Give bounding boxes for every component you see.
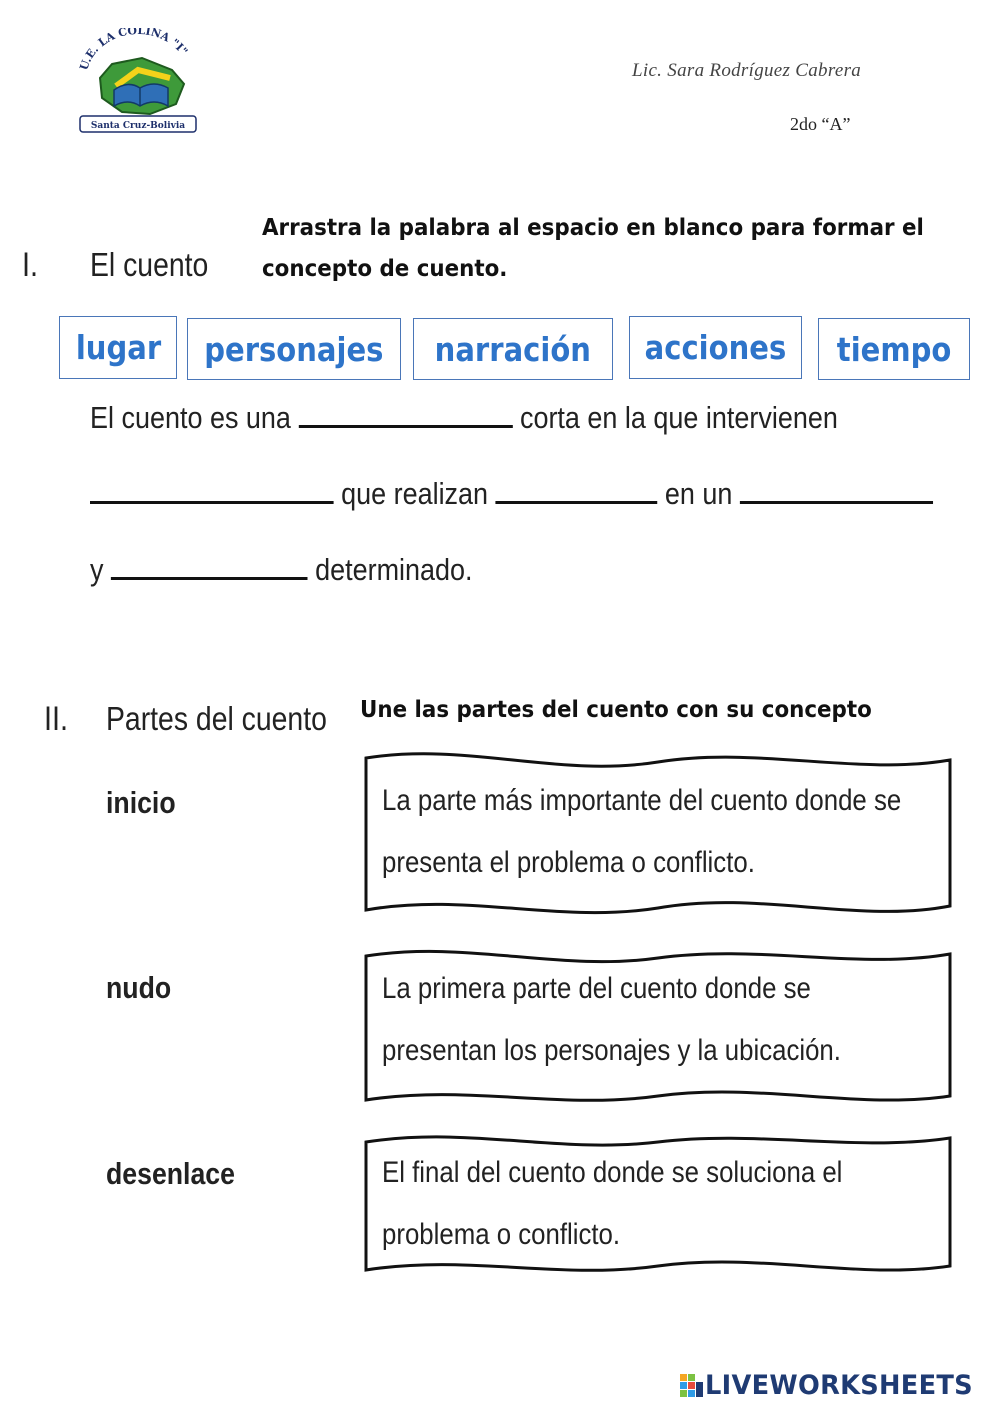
part-desenlace[interactable]: desenlace (106, 1156, 235, 1191)
sentence-line-3 (90, 552, 473, 588)
concept-box-2[interactable] (358, 944, 958, 1110)
word-chip-label: lugar (75, 328, 161, 367)
liveworksheets-logo (679, 1370, 987, 1401)
section-2-title: Partes del cuento (106, 700, 327, 737)
word-chip-label: tiempo (836, 329, 952, 369)
word-chip-label: personajes (204, 329, 384, 369)
sentence-text: en un (664, 476, 733, 511)
sentence-line-2 (90, 476, 933, 512)
liveworksheets-icon (679, 1373, 705, 1399)
word-chip-label: narración (434, 329, 592, 369)
part-inicio[interactable]: inicio (106, 785, 176, 820)
concept-box-3[interactable] (358, 1128, 958, 1280)
part-nudo[interactable]: nudo (106, 970, 172, 1005)
school-logo (72, 28, 204, 136)
grade-label: 2do “A” (790, 114, 851, 134)
section-1-instruction: Arrastra la palabra al espacio en blanco para formar el concepto de cuento. (262, 215, 924, 282)
word-chip-narracion[interactable] (413, 318, 613, 380)
section-1-title: El cuento (90, 246, 209, 283)
section-1-number: I. (22, 246, 39, 284)
word-chip-tiempo[interactable] (818, 318, 970, 380)
logo-bottom-text: Santa Cruz-Bolivia (90, 121, 186, 131)
sentence-text: y (90, 552, 104, 587)
concept-2-line-1: La primera parte del cuento donde se (382, 972, 811, 1005)
logo-top-text: U.E. LA COLINA "I" (77, 28, 191, 72)
concept-1-line-1: La parte más importante del cuento donde se (382, 784, 902, 817)
blank-2[interactable] (90, 477, 334, 504)
sentence-text: El cuento es una (90, 400, 291, 435)
section-2-number: II. (44, 700, 69, 738)
sentence-text: corta en la que intervienen (519, 400, 838, 435)
blank-3[interactable] (496, 477, 658, 504)
word-chip-label: acciones (644, 328, 787, 367)
word-chip-personajes[interactable] (187, 318, 401, 380)
concept-3-line-1: El final del cuento donde se soluciona el (382, 1156, 843, 1189)
teacher-name: Lic. Sara Rodríguez Cabrera (632, 60, 862, 81)
concept-1-line-2: presenta el problema o conflicto. (382, 846, 755, 879)
sentence-line-1 (90, 400, 838, 436)
concept-box-1[interactable] (358, 748, 958, 924)
blank-4[interactable] (740, 477, 933, 504)
blank-5[interactable] (111, 553, 308, 580)
section-2-instruction: Une las partes del cuento con su concepto (360, 697, 872, 723)
concept-3-line-2: problema o conflicto. (382, 1218, 621, 1251)
word-chip-acciones[interactable] (629, 316, 802, 379)
sentence-text: que realizan (341, 476, 489, 511)
blank-1[interactable] (298, 401, 512, 428)
sentence-text: determinado. (315, 552, 473, 587)
liveworksheets-text: LIVEWORKSHEETS (704, 1370, 973, 1401)
word-chip-lugar[interactable] (59, 316, 177, 379)
concept-2-line-2: presentan los personajes y la ubicación. (382, 1034, 841, 1067)
